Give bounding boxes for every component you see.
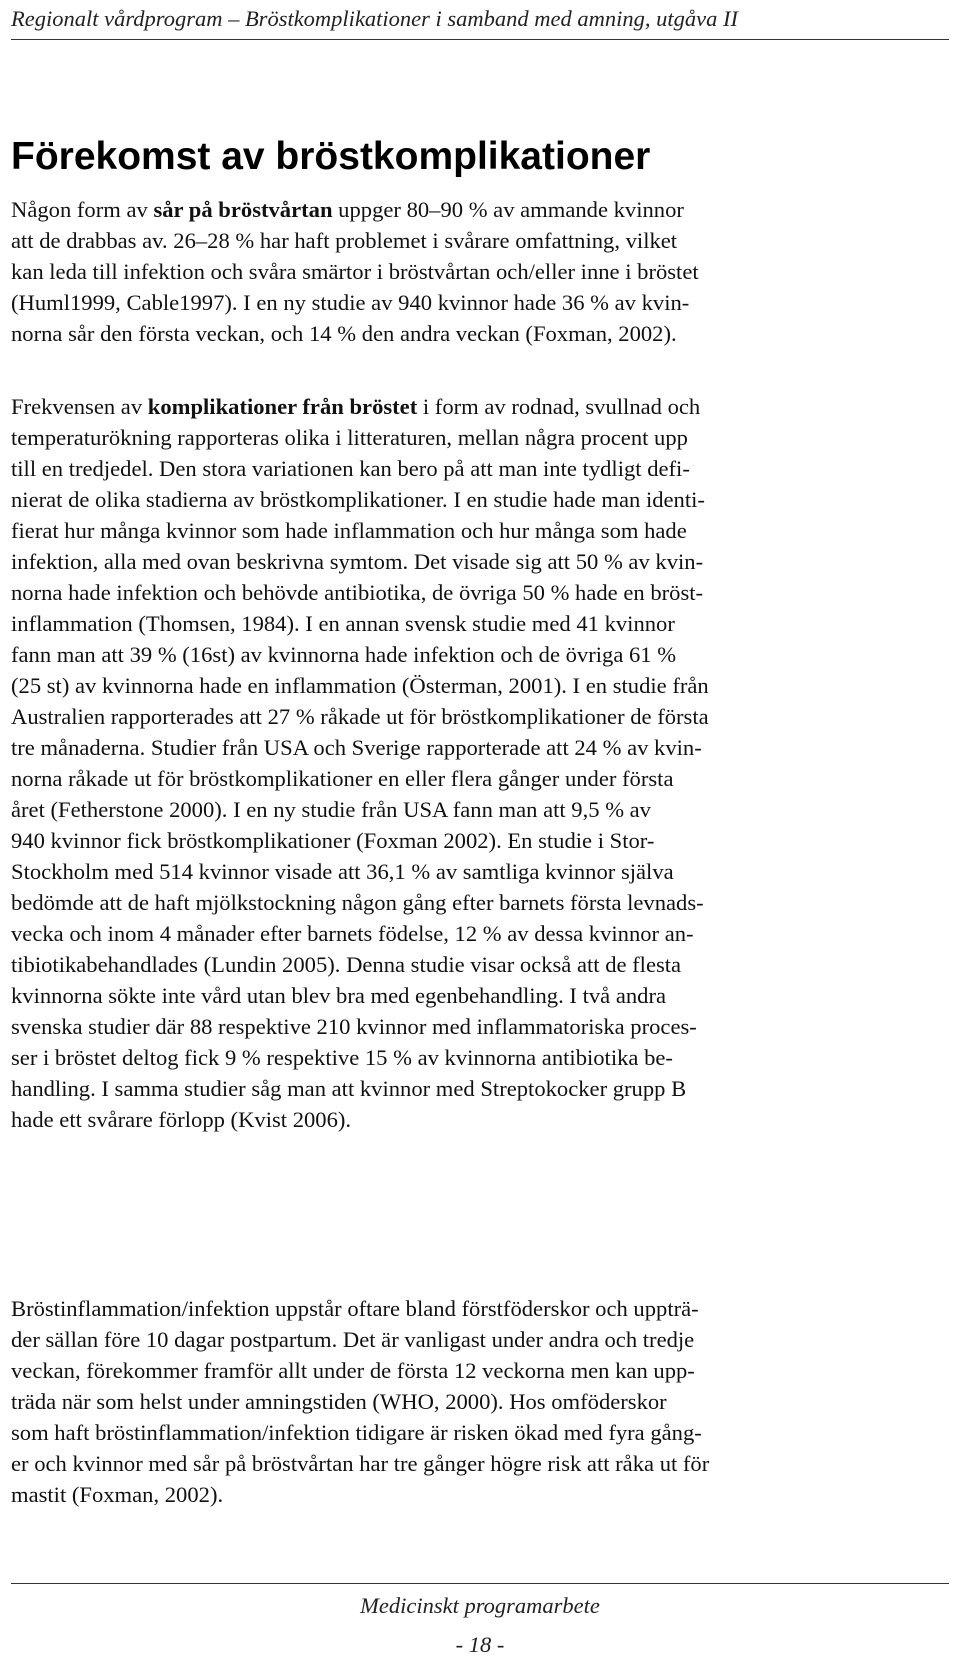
text-run: nierat de olika stadierna av bröstkomplikationer. I en studie hade man identi-: [11, 487, 705, 512]
text-run: Frekvensen av: [11, 394, 148, 419]
text-run: norna råkade ut för bröstkomplikationer en eller flera gånger under första: [11, 766, 674, 791]
paragraph-2: [11, 391, 951, 1135]
text-run: Bröstinflammation/infektion uppstår oftare bland förstföderskor och uppträ-: [11, 1296, 699, 1321]
text-run: svenska studier där 88 respektive 210 kvinnor med inflammatoriska proces-: [11, 1014, 697, 1039]
text-line: [11, 1417, 951, 1448]
text-run: (Huml1999, Cable1997). I en ny studie av 940 kvinnor hade 36 % av kvin-: [11, 290, 690, 315]
text-run: kvinnorna sökte inte vård utan blev bra med egenbehandling. I två andra: [11, 983, 666, 1008]
text-line: [11, 453, 951, 484]
text-line: [11, 1479, 951, 1510]
footer-divider: [11, 1583, 949, 1584]
text-run: som haft bröstinflammation/infektion tidigare är risken ökad med fyra gång-: [11, 1420, 702, 1445]
text-line: [11, 639, 951, 670]
text-run: till en tredjedel. Den stora variationen kan bero på att man inte tydligt defi-: [11, 456, 690, 481]
text-line: [11, 1293, 951, 1324]
text-line: [11, 194, 951, 225]
text-line: [11, 763, 951, 794]
text-line: [11, 422, 951, 453]
text-run: inflammation (Thomsen, 1984). I en annan svensk studie med 41 kvinnor: [11, 611, 675, 636]
text-run: hade ett svårare förlopp (Kvist 2006).: [11, 1107, 352, 1132]
text-line: [11, 794, 951, 825]
text-run: mastit (Foxman, 2002).: [11, 1482, 224, 1507]
text-run: norna sår den första veckan, och 14 % den andra veckan (Foxman, 2002).: [11, 321, 677, 346]
text-line: [11, 732, 951, 763]
text-run: vecka och inom 4 månader efter barnets födelse, 12 % av dessa kvinnor an-: [11, 921, 694, 946]
text-line: [11, 515, 951, 546]
text-run: norna hade infektion och behövde antibiotika, de övriga 50 % hade en bröst-: [11, 580, 704, 605]
text-line: [11, 484, 951, 515]
emphasis-text: komplikationer från bröstet: [147, 394, 418, 419]
text-line: [11, 980, 951, 1011]
text-line: [11, 670, 951, 701]
text-line: [11, 225, 951, 256]
running-header: Regionalt vårdprogram – Bröstkomplikationer i samband med amning, utgåva II: [11, 6, 739, 31]
text-line: [11, 577, 951, 608]
text-line: [11, 1011, 951, 1042]
text-run: tibiotikabehandlades (Lundin 2005). Denna studie visar också att de flesta: [11, 952, 682, 977]
text-run: der sällan före 10 dagar postpartum. Det är vanligast under andra och tredje: [11, 1327, 695, 1352]
text-line: [11, 287, 951, 318]
header-divider: [11, 39, 949, 40]
text-line: [11, 1104, 951, 1135]
text-run: veckan, förekommer framför allt under de första 12 veckorna men kan upp-: [11, 1358, 695, 1383]
footer-organization: Medicinskt programarbete: [360, 1593, 600, 1618]
text-line: [11, 608, 951, 639]
text-line: [11, 1042, 951, 1073]
text-run: handling. I samma studier såg man att kvinnor med Streptokocker grupp B: [11, 1076, 687, 1101]
text-line: [11, 318, 951, 349]
text-run: fann man att 39 % (16st) av kvinnorna hade infektion och de övriga 61 %: [11, 642, 677, 667]
text-line: [11, 546, 951, 577]
text-run: bedömde att de haft mjölkstockning någon gång efter barnets första levnads-: [11, 890, 704, 915]
text-run: året (Fetherstone 2000). I en ny studie från USA fann man att 9,5 % av: [11, 797, 651, 822]
text-run: tre månaderna. Studier från USA och Sverige rapporterade att 24 % av kvin-: [11, 735, 702, 760]
text-line: [11, 918, 951, 949]
text-run: ser i bröstet deltog fick 9 % respektive 15 % av kvinnorna antibiotika be-: [11, 1045, 673, 1070]
text-line: [11, 1386, 951, 1417]
text-line: [11, 1448, 951, 1479]
text-line: [11, 701, 951, 732]
text-run: er och kvinnor med sår på bröstvårtan har tre gånger högre risk att råka ut för: [11, 1451, 710, 1476]
text-line: [11, 949, 951, 980]
paragraph-3: [11, 1293, 951, 1510]
text-line: [11, 1073, 951, 1104]
section-title: Förekomst av bröstkomplikationer: [11, 135, 651, 178]
text-run: kan leda till infektion och svåra smärtor i bröstvårtan och/eller inne i bröstet: [11, 259, 699, 284]
text-line: [11, 391, 951, 422]
emphasis-text: sår på bröstvårtan: [153, 197, 333, 222]
text-line: [11, 1324, 951, 1355]
text-run: (25 st) av kvinnorna hade en inflammation (Österman, 2001). I en studie från: [11, 673, 709, 698]
text-run: Australien rapporterades att 27 % råkade ut för bröstkomplikationer de första: [11, 704, 709, 729]
text-line: [11, 856, 951, 887]
text-run: träda när som helst under amningstiden (WHO, 2000). Hos omföderskor: [11, 1389, 667, 1414]
text-line: [11, 1355, 951, 1386]
text-run: Stockholm med 514 kvinnor visade att 36,1 % av samtliga kvinnor själva: [11, 859, 674, 884]
page-number: - 18 -: [455, 1632, 505, 1657]
text-run: temperaturökning rapporteras olika i litteraturen, mellan några procent upp: [11, 425, 688, 450]
text-run: Någon form av: [11, 197, 154, 222]
paragraph-1: [11, 194, 951, 349]
text-line: [11, 825, 951, 856]
text-run: uppger 80–90 % av ammande kvinnor: [332, 197, 684, 222]
text-line: [11, 256, 951, 287]
text-run: fierat hur många kvinnor som hade inflammation och hur många som hade: [11, 518, 687, 543]
text-run: i form av rodnad, svullnad och: [417, 394, 701, 419]
text-run: infektion, alla med ovan beskrivna symtom. Det visade sig att 50 % av kvin-: [11, 549, 704, 574]
text-run: att de drabbas av. 26–28 % har haft problemet i svårare omfattning, vilket: [11, 228, 678, 253]
text-run: 940 kvinnor fick bröstkomplikationer (Foxman 2002). En studie i Stor-: [11, 828, 655, 853]
text-line: [11, 887, 951, 918]
